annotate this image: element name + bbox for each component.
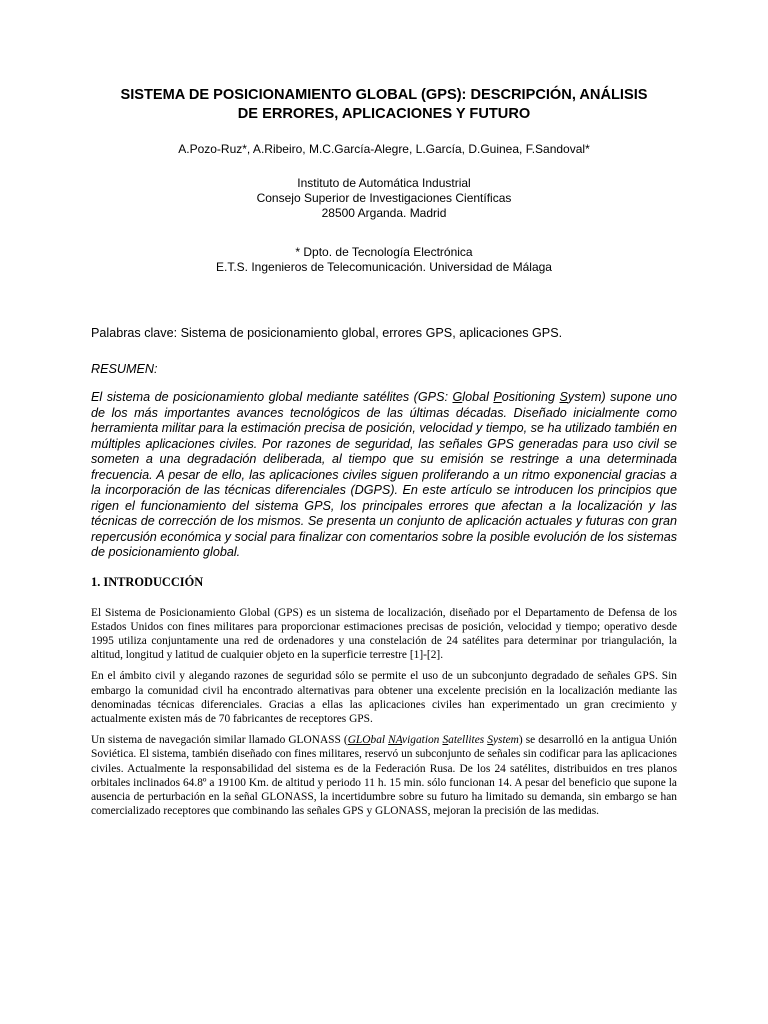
affiliation-1-line-3: 28500 Arganda. Madrid [321,206,447,220]
abstract-part-4: ystem) supone uno de los más importantes avances tecnológicos de las últimas décadas. Diseñado inicialmente como herramienta militar para la estimación precisa de posición, velocidad y tiempo, se ha utilizado también en múltiples aplicaciones civiles. Por razones de seguridad, las señales GPS generadas para uso civil se someten a una degradación deliberada, al tiempo que su emisión se restringe a una determinada frecuencia. A pesar de ello, las aplicaciones civiles siguen proliferando a un ritmo exponencial gracias a la incorporación de las técnicas diferenciales (DGPS). En este artículo se introducen los principios que rigen el funcionamiento del sistema GPS, los principales errores que afectan a la localización y las técnicas de corrección de los mismos. Se presenta un conjunto de aplicación actuales y futuras con gran repercusión económica y social para finalizar con comentarios sobre la posible evolución de los sistemas de posicionamiento global. [91,390,678,559]
author-list: A.Pozo-Ruz*, A.Ribeiro, M.C.García-Alegre, L.García, D.Guinea, F.Sandoval* [178,142,590,156]
keywords: Palabras clave: Sistema de posicionamiento global, errores GPS, aplicaciones GPS. [91,326,563,340]
abstract-p-letter: P [493,390,502,404]
affiliation-2 [91,245,677,275]
paper-page [91,78,677,818]
affiliation-2-line-1: * Dpto. de Tecnología Electrónica [295,245,473,259]
paper-title: SISTEMA DE POSICIONAMIENTO GLOBAL (GPS): DESCRIPCIÓN, ANÁLISIS DE ERRORES, APLICACIONES Y FUTURO [120,87,648,122]
affiliation-1-line-2: Consejo Superior de Investigaciones Científicas [256,191,512,205]
abstract-text [91,390,677,561]
p3-part-4: atellites [448,734,488,747]
abstract-part-2: lobal [462,390,494,404]
intro-paragraph-3 [91,733,677,818]
abstract-s-letter: S [559,390,568,404]
abstract-part-1: El sistema de posicionamiento global mediante satélites (GPS: [91,390,453,404]
intro-paragraph-2: En el ámbito civil y alegando razones de seguridad sólo se permite el uso de un subconjunto degradado de señales GPS. Sin embargo la comunidad civil ha encontrado alternativas para obtener una excelente precisión en la localización mediante las denominadas técnicas diferenciales. Gracias a ellas las aplicaciones civiles han experimentado un gran crecimiento y actualmente existen más de 70 fabricantes de receptores GPS. [91,670,677,725]
p3-glo: GLO [347,734,371,747]
p3-na: NA [388,734,403,747]
p3-part-6: ) se desarrolló en la antigua Unión Soviética. El sistema, también diseñado con fines militares, reservó un subconjunto de señales sin codificar para las aplicaciones civiles. Actualmente la responsabilidad del sistema es de la Federación Rusa. De los 24 satélites, distribuidos en tres planos orbitales inclinados 64.8º a 19100 Km. de altitud y periodo 11 h. 15 min. sólo funcionan 14. A pesar del beneficio que supone la ausencia de perturbación en la señal GLONASS, la incertidumbre sobre su futuro ha limitado su demanda, sin embargo se han comercializado receptores que combinando las señales GPS y GLONASS, mejoran la precisión de las medidas. [91,734,678,818]
glonass-expansion [348,734,519,746]
affiliation-2-line-2: E.T.S. Ingenieros de Telecomunicación. Universidad de Málaga [216,260,552,274]
abstract-label: RESUMEN: [91,362,158,376]
p3-s-2: S [487,734,493,747]
affiliation-1 [91,176,677,221]
section-heading-introduccion: 1. INTRODUCCIÓN [91,574,204,589]
p3-part-3: vigation [402,734,443,747]
abstract-part-3: ositioning [501,390,560,404]
affiliation-1-line-1: Instituto de Automática Industrial [297,176,471,190]
abstract-g-letter: G [452,390,463,404]
intro-paragraph-1: El Sistema de Posicionamiento Global (GPS) es un sistema de localización, diseñado por el Departamento de Defensa de los Estados Unidos con fines militares para proporcionar estimaciones precisas de posición, velocidad y tiempo; operativo desde 1995 utiliza conjuntamente una red de ordenadores y una constelación de 24 satélites para determinar por triangulación, la altitud, longitud y latitud de cualquier objeto en la superficie terrestre [1]-[2]. [91,606,677,662]
p3-part-2: bal [370,734,389,747]
p3-part-5: ystem [492,734,519,747]
p3-s-1: S [442,734,449,747]
p3-part-1: Un sistema de navegación similar llamado GLONASS ( [91,734,348,747]
